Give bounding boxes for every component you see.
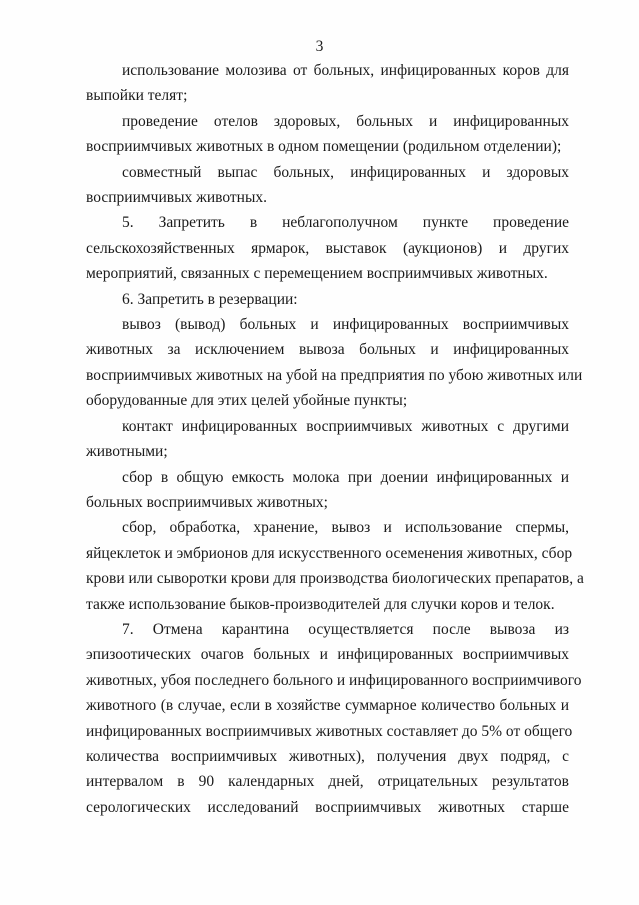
text-line: количества восприимчивых животных), получения двух подряд, с <box>86 747 569 765</box>
text-line: использование молозива от больных, инфицированных коров для <box>122 62 569 79</box>
text-line: 6. Запретить в резервации: <box>122 290 298 308</box>
text-line: инфицированных восприимчивых животных составляет до 5% от общего <box>86 722 573 740</box>
text-line: животных за исключением вывоза больных и инфицированных <box>86 341 569 359</box>
text-line: проведение отелов здоровых, больных и инфицированных <box>122 112 569 130</box>
text-line: также использование быков-производителей для случки коров и телок. <box>86 595 555 613</box>
text-line: яйцеклеток и эмбрионов для искусственного осеменения животных, сбор <box>86 544 573 562</box>
text-line: контакт инфицированных восприимчивых животных с другими <box>122 417 569 435</box>
text-line: оборудованные для этих целей убойные пункты; <box>86 392 408 410</box>
text-line: мероприятий, связанных с перемещением восприимчивых животных. <box>86 265 548 283</box>
text-line: восприимчивых животных на убой на предприятия по убою животных или <box>86 366 583 384</box>
text-line: вывоз (вывод) больных и инфицированных восприимчивых <box>122 316 569 334</box>
text-line: животного (в случае, если в хозяйстве суммарное количество больных и <box>86 697 569 715</box>
text-line: сбор в общую емкость молока при доении инфицированных и <box>122 468 569 486</box>
text-line: серологических исследований восприимчивых животных старше <box>86 798 569 816</box>
text-line: животных, убоя последнего больного и инфицированного восприимчивого <box>86 671 582 689</box>
text-line: 5. Запретить в неблагополучном пункте проведение <box>122 214 569 232</box>
page-number: 3 <box>315 38 324 55</box>
document-body <box>86 58 584 820</box>
text-line: сбор, обработка, хранение, вывоз и использование спермы, <box>122 519 569 537</box>
text-line: интервалом в 90 календарных дней, отрицательных результатов <box>86 773 569 791</box>
text-line: восприимчивых животных в одном помещении (родильном отделении); <box>86 138 562 156</box>
text-line: сельскохозяйственных ярмарок, выставок (аукционов) и других <box>86 239 569 257</box>
text-line: животными; <box>86 443 168 461</box>
text-line: выпойки телят; <box>86 87 188 105</box>
text-line: больных восприимчивых животных; <box>86 493 328 511</box>
text-line: 7. Отмена карантина осуществляется после вывоза из <box>122 620 569 638</box>
text-line: восприимчивых животных. <box>86 189 267 207</box>
text-line: совместный выпас больных, инфицированных и здоровых <box>122 163 569 181</box>
text-line: эпизоотических очагов больных и инфицированных восприимчивых <box>86 646 569 664</box>
text-line: крови или сыворотки крови для производства биологических препаратов, а <box>86 570 584 588</box>
